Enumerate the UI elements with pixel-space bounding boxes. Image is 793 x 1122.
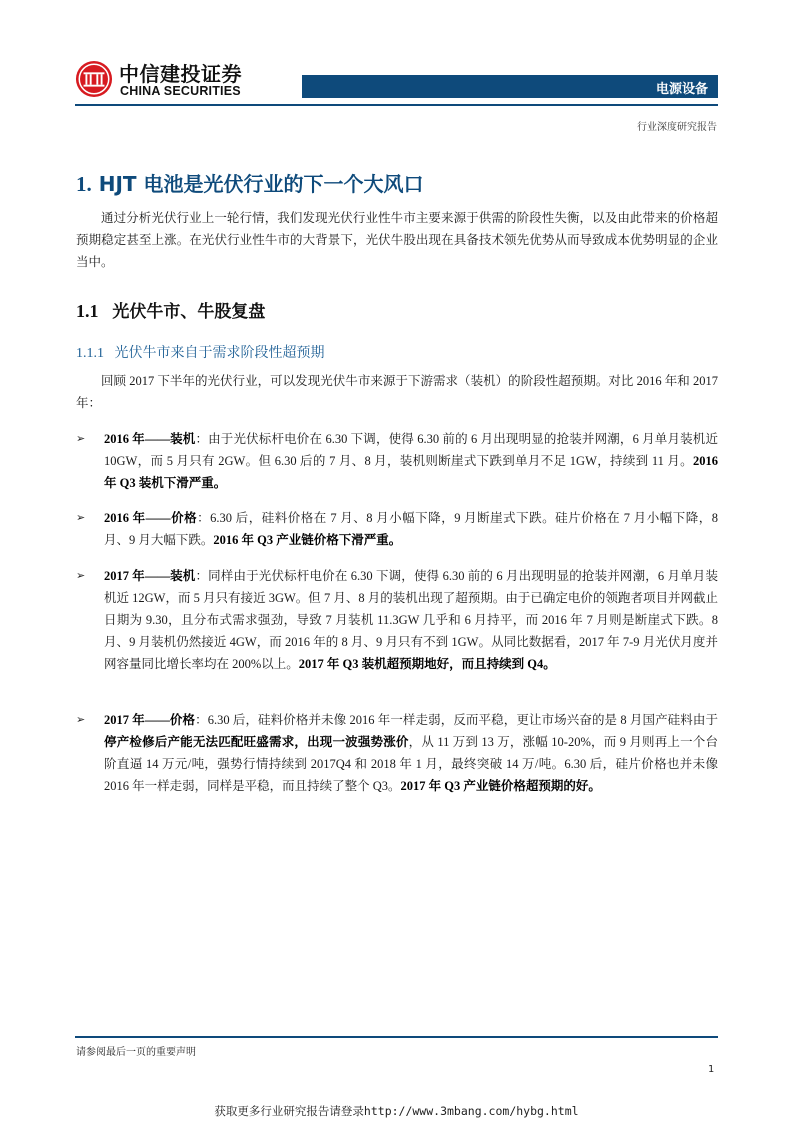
section-1-heading — [76, 168, 424, 197]
bullet-lead: 2016 年——价格 — [104, 511, 198, 525]
section-title: HJT 电池是光伏行业的下一个大风口 — [98, 172, 424, 196]
bullet-conclusion: 2017 年 Q3 装机超预期地好，而且持续到 Q4。 — [298, 657, 556, 671]
watermark-link[interactable]: 获取更多行业研究报告请登录http://www.3mbang.com/hybg.html — [214, 1104, 579, 1118]
bullet-item — [76, 428, 718, 494]
bullet-lead: 2017 年——装机 — [104, 569, 196, 583]
bullet-item — [76, 709, 718, 797]
bullet-item — [76, 565, 718, 675]
arrow-bullet-icon: ➢ — [76, 432, 86, 445]
logo-english-name: CHINA SECURITIES — [120, 84, 241, 98]
bullet-text: ：由于光伏标杆电价在 6.30 下调，使得 6.30 前的 6 月出现明显的抢装并网潮，6 月单月装机近 10GW，而 5 月只有 2GW。但 6.30 后的 7 月、8 月，装机则断崖式下跌到单月不足 1GW，持续到 11 月。 — [104, 432, 718, 468]
bullet-item — [76, 507, 718, 551]
section-1-1-1-heading — [76, 342, 324, 362]
arrow-bullet-icon: ➢ — [76, 713, 86, 726]
bullet-text: ：6.30 后，硅料价格并未像 2016 年一样走弱，反而平稳，更让市场兴奋的是 8 月国产硅料由于 — [195, 713, 718, 727]
bullet-lead: 2016 年——装机 — [104, 432, 196, 446]
section-number: 1.1 — [76, 301, 99, 321]
sector-label: 电源设备 — [655, 82, 708, 97]
report-type-label: 行业深度研究报告 — [637, 122, 717, 133]
section-title: 光伏牛市、牛股复盘 — [112, 302, 266, 322]
disclaimer-note: 请参阅最后一页的重要声明 — [76, 1047, 196, 1058]
arrow-bullet-icon: ➢ — [76, 511, 86, 524]
section-number: 1.1.1 — [76, 346, 104, 361]
section-1-intro: 通过分析光伏行业上一轮行情，我们发现光伏行业性牛市主要来源于供需的阶段性失衡，以及由此带来的价格超预期稳定甚至上涨。在光伏行业性牛市的大背景下，光伏牛股出现在具备技术领先优势从而导致成本优势明显的企业当中。 — [76, 211, 718, 269]
bullet-text-continued: ，从 11 万到 13 万，涨幅 10-20%，而 9 月则再上一个台阶直逼 14 万元/吨，强势行情持续到 2017Q4 和 2018 年 1 月，最终突破 14 万/吨。6.30 后，硅片价格也并未像 2016 年一样走弱，同样是平稳，而且持续了整个 Q3。 — [104, 735, 718, 793]
bullet-lead: 2017 年——价格 — [104, 713, 196, 727]
company-logo — [75, 58, 255, 102]
section-number: 1. — [76, 172, 92, 196]
header-divider — [75, 104, 718, 106]
bullet-conclusion: 2016 年 Q3 产业链价格下滑严重。 — [213, 533, 402, 547]
bullet-text: ：6.30 后，硅料价格在 7 月、8 月小幅下降，9 月断崖式下跌。硅片价格在 7 月小幅下降，8 月、9 月大幅下跌。 — [104, 511, 718, 547]
page-number: 1 — [708, 1064, 715, 1075]
section-1-1-heading — [76, 297, 265, 322]
bullet-text: ：同样由于光伏标杆电价在 6.30 下调，使得 6.30 前的 6 月出现明显的抢装并网潮，6 月单月装机近 12GW，而 5 月只有接近 3GW。但 7 月、8 月的装机出现了超预期。由于已确定电价的领跑者项目并网截止日期为 9.30，且分布式需求强劲，导致 7 月装机 11.3GW 几乎和 6 月持平，而 2016 年 7 月则是断崖式下跌。8 月、9 月装机仍然接近 4GW，而 2016 年的 8 月、9 月只有不到 1GW。从同比数据看，2017 年 7-9 月光伏月度并网容量同比增长率均在 200%以上。 — [104, 569, 718, 671]
bullet-emphasis: 停产检修后产能无法匹配旺盛需求，出现一波强势涨价 — [104, 735, 409, 749]
sector-banner — [302, 75, 718, 98]
section-1-1-1-intro: 回顾 2017 下半年的光伏行业，可以发现光伏牛市来源于下游需求（装机）的阶段性超预期。对比 2016 年和 2017 年： — [76, 374, 718, 410]
bullet-conclusion: 2017 年 Q3 产业链价格超预期的好。 — [400, 779, 601, 793]
bullet-conclusion: 2016 年 Q3 装机下滑严重。 — [104, 454, 718, 490]
footer-divider — [75, 1036, 718, 1038]
arrow-bullet-icon: ➢ — [76, 569, 86, 582]
citic-logo-icon — [75, 60, 113, 98]
logo-chinese-name: 中信建投证券 — [119, 62, 242, 86]
section-title: 光伏牛市来自于需求阶段性超预期 — [114, 345, 325, 361]
